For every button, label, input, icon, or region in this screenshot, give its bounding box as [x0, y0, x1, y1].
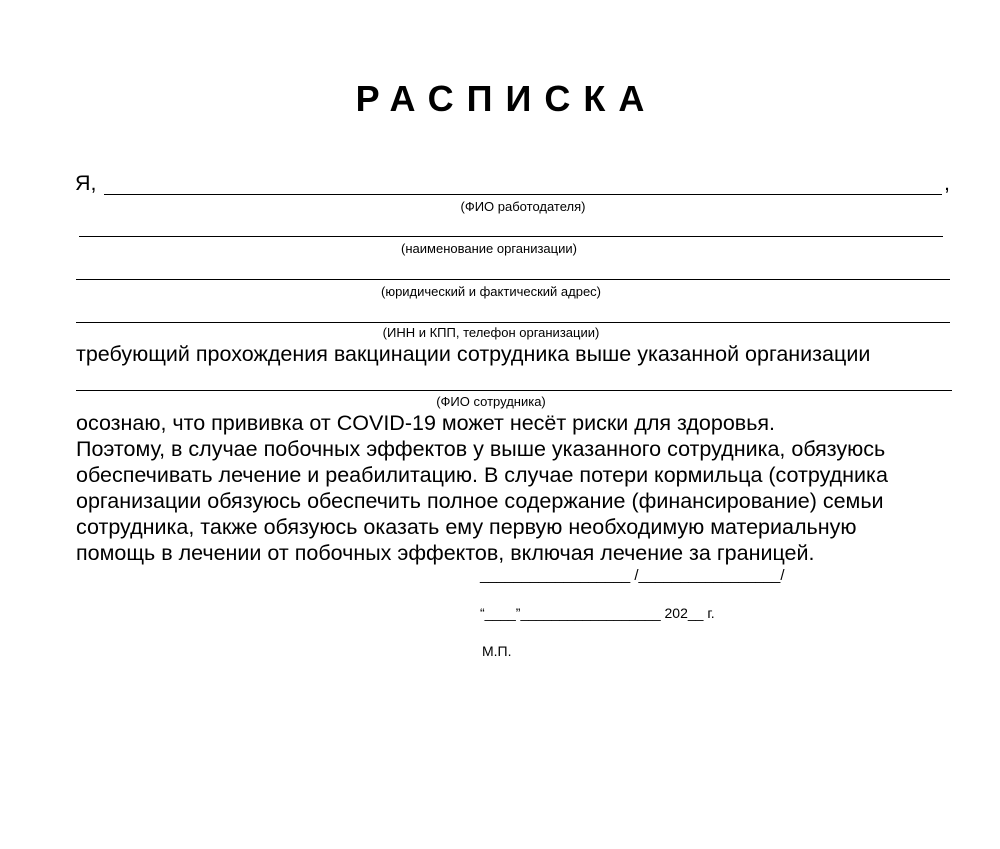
caption-inn-kpp-phone: (ИНН и КПП, телефон организации) — [382, 325, 600, 340]
caption-employer-name: (ФИО работодателя) — [460, 199, 586, 214]
suffix-comma: , — [944, 171, 950, 195]
caption-address: (юридический и фактический адрес) — [380, 284, 602, 299]
employer-name-line[interactable] — [104, 194, 942, 195]
caption-employee-name: (ФИО сотрудника) — [436, 394, 546, 409]
signature-line[interactable]: __________________ /_________________/ — [480, 567, 785, 584]
body-line-5: сотрудника, также обязуюсь оказать ему первую необходимую материальную — [76, 515, 857, 539]
requirement-text: требующий прохождения вакцинации сотрудника выше указанной организации — [76, 342, 871, 366]
caption-organization-name: (наименование организации) — [401, 241, 577, 256]
body-line-4: организации обязуюсь обеспечить полное содержание (финансирование) семьи — [76, 489, 884, 513]
organization-name-line[interactable] — [79, 236, 943, 237]
date-line[interactable]: “____”__________________ 202__ г. — [480, 605, 715, 621]
body-line-6: помощь в лечении от побочных эффектов, включая лечение за границей. — [76, 541, 815, 565]
employee-name-line[interactable] — [76, 390, 952, 391]
body-line-1: осознаю, что прививка от COVID-19 может несёт риски для здоровья. — [76, 411, 776, 435]
address-line[interactable] — [76, 279, 950, 280]
body-line-3: обеспечивать лечение и реабилитацию. В случае потери кормильца (сотрудника — [76, 463, 888, 487]
body-line-2: Поэтому, в случае побочных эффектов у выше указанного сотрудника, обязуюсь — [76, 437, 886, 461]
prefix-ya: Я, — [75, 171, 97, 195]
page-title: РАСПИСКА — [355, 78, 658, 119]
inn-kpp-phone-line[interactable] — [76, 322, 950, 323]
stamp-label: М.П. — [482, 643, 512, 659]
